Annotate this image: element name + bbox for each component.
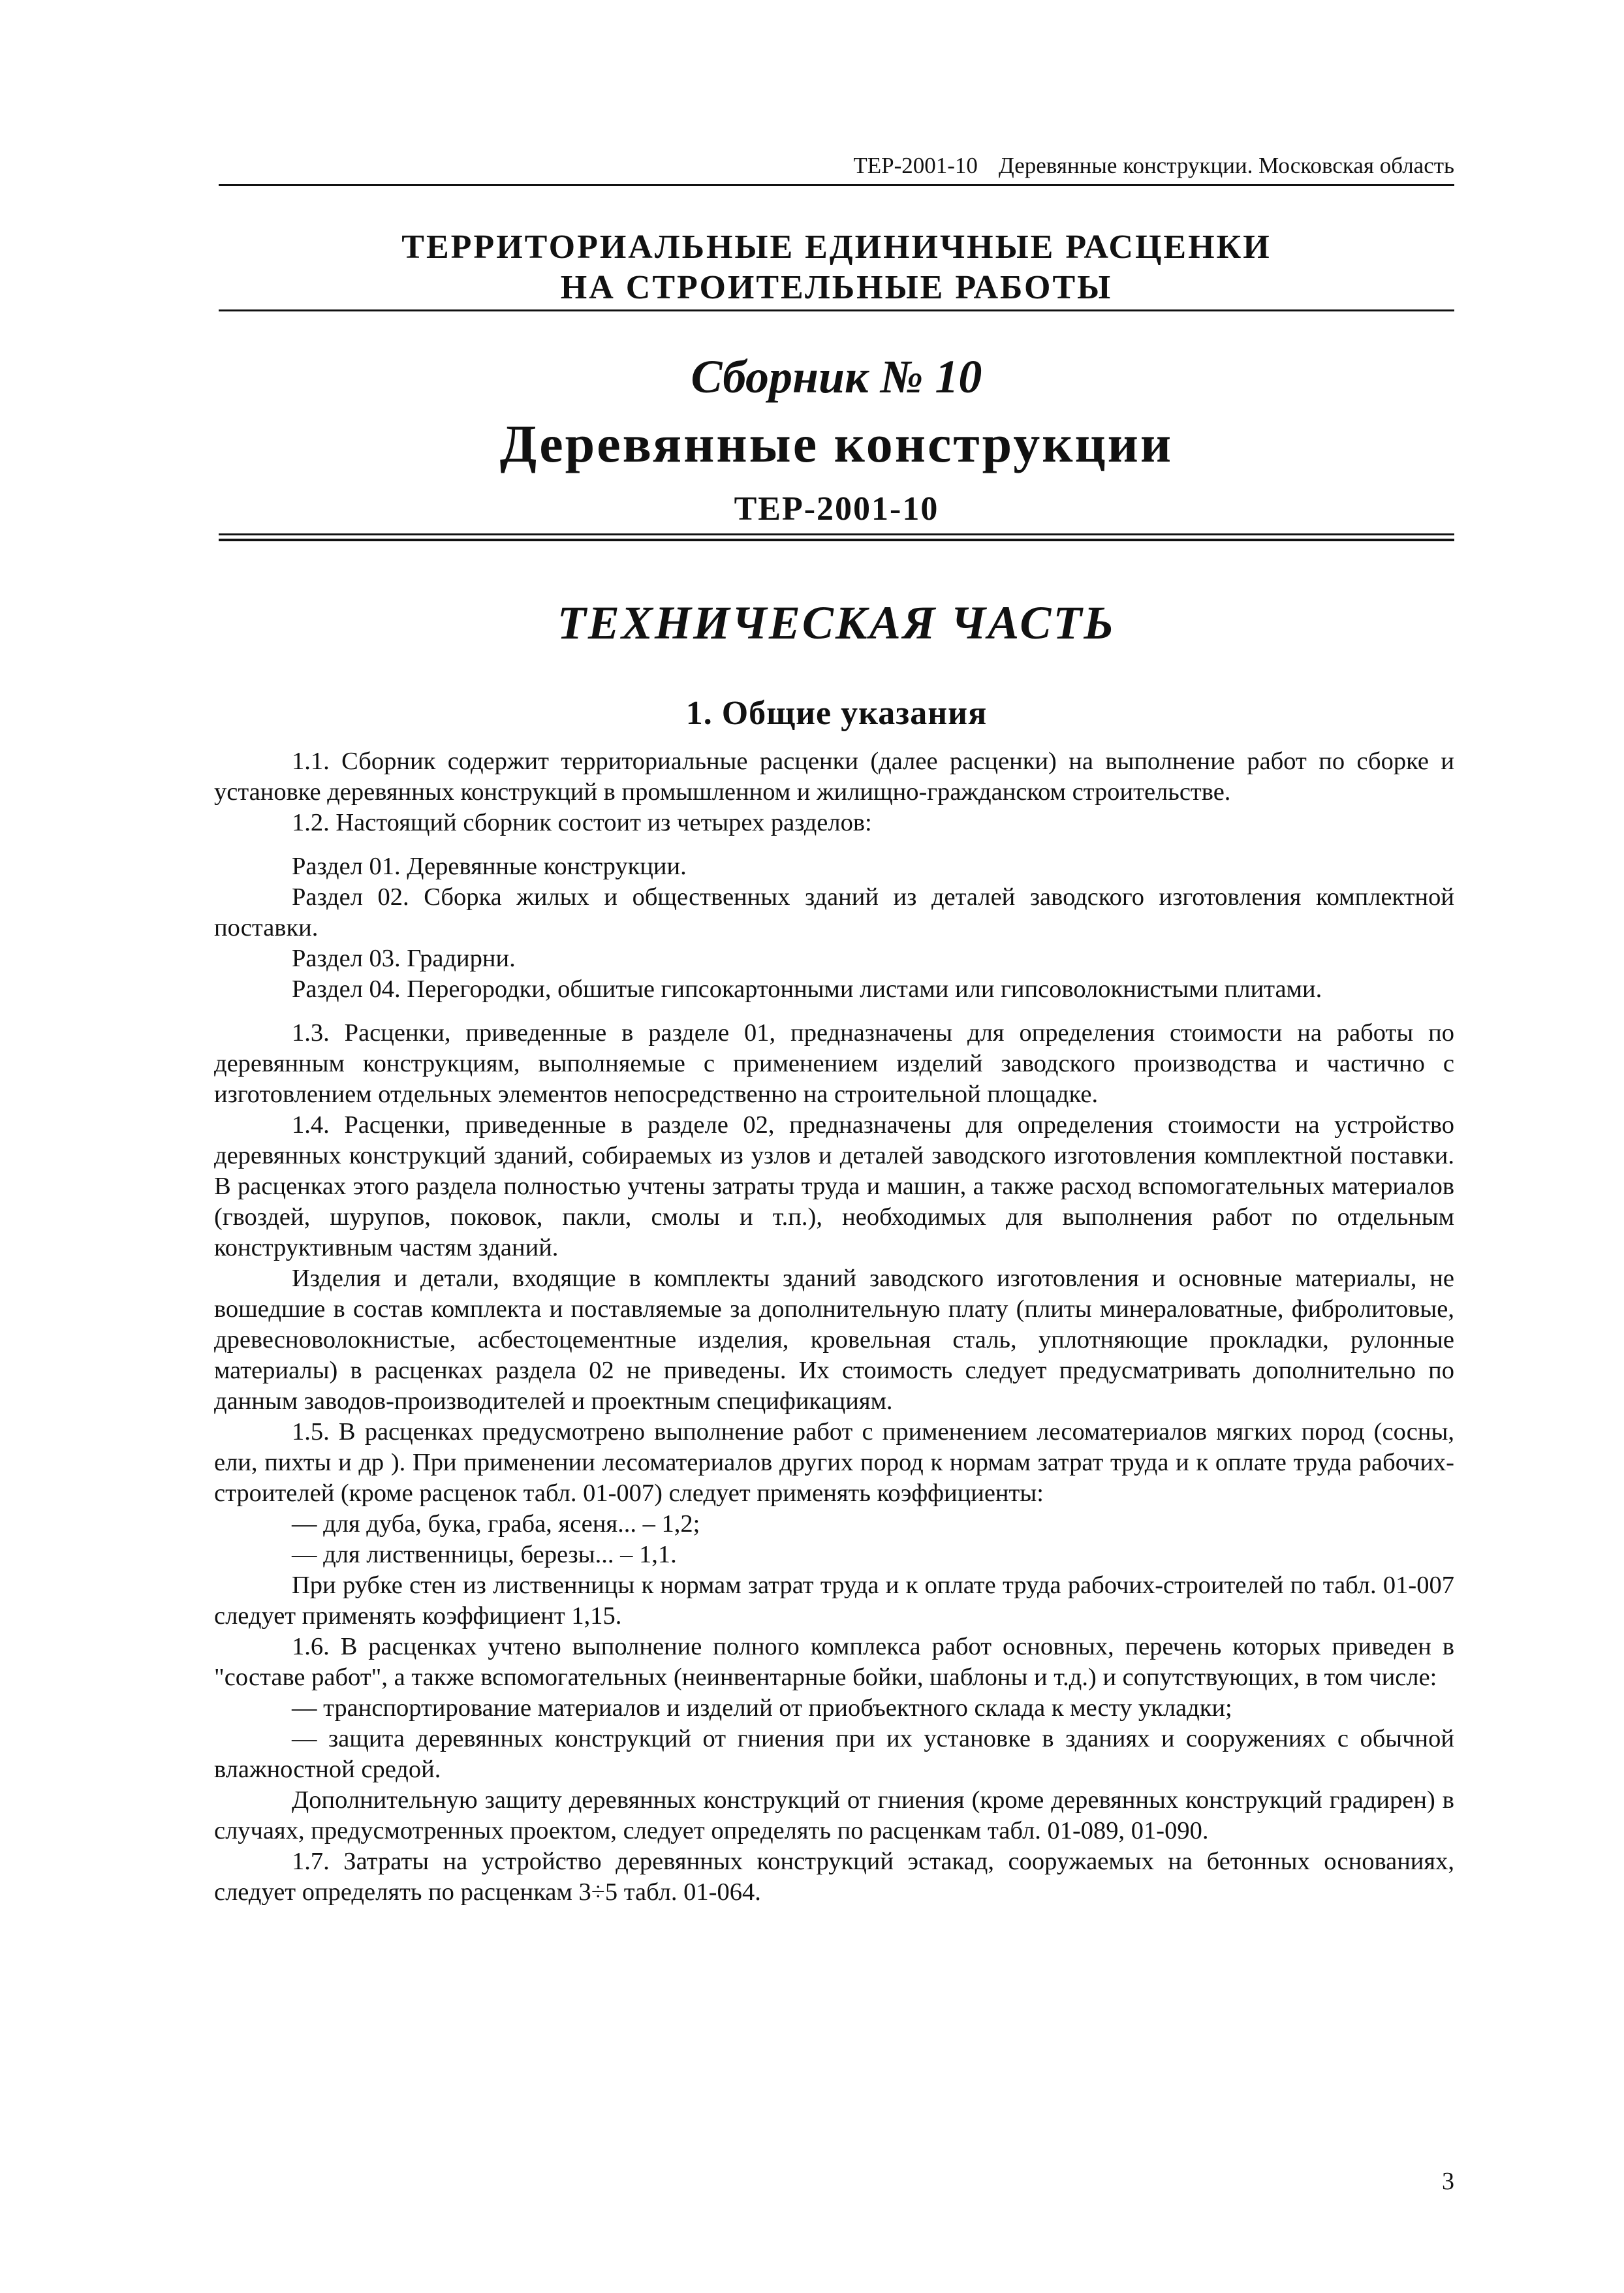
part-title: ТЕХНИЧЕСКАЯ ЧАСТЬ	[557, 597, 1116, 649]
paragraph: 1.3. Расценки, приведенные в разделе 01, предназначены для определения стоимости на работы по деревянным конструкциям, выполняемые с применением изделий заводского производства и частично с изготовлением отдельных элементов непосредственно на строительной площадке.	[214, 1019, 1454, 1108]
paragraph: Раздел 04. Перегородки, обшитые гипсокартонными листами или гипсоволокнистыми плитами.	[292, 975, 1322, 1003]
paragraph: 1.5. В расценках предусмотрено выполнение работ с применением лесоматериалов мягких пород (сосны, ели, пихты и др ). При применении лесоматериалов других пород к нормам затрат труда и к оплате труда рабочих-строителей (кроме расценок табл. 01-007) следует применять коэффициенты:	[214, 1418, 1454, 1507]
paragraph: 1.4. Расценки, приведенные в разделе 02, предназначены для определения стоимости на устройство деревянных конструкций зданий, собираемых из узлов и деталей заводского изготовления комплектной поставки. В расценках этого раздела полностью учтены затраты труда и машин, а также расход вспомогательных материалов (гвоздей, шурупов, поковок, пакли, смолы и т.п.), необходимых для выполнения работ по отдельным конструктивным частям зданий.	[214, 1111, 1454, 1261]
double-rule-bottom	[219, 539, 1454, 541]
paragraph: Раздел 03. Градирни.	[292, 945, 516, 972]
paragraph: Дополнительную защиту деревянных конструкций от гниения (кроме деревянных конструкций градирен) в случаях, предусмотренных проектом, следует определять по расценкам табл. 01-089, 01-090.	[214, 1786, 1454, 1844]
header-code: ТЕР-2001-10	[853, 153, 978, 178]
list-item: — защита деревянных конструкций от гниения при их установке в зданиях и сооружениях с обычной влажностной средой.	[214, 1725, 1454, 1783]
title-rule	[219, 309, 1454, 311]
list-item: — транспортирование материалов и изделий от приобъектного склада к месту укладки;	[292, 1694, 1232, 1722]
section-title: 1. Общие указания	[685, 695, 988, 732]
collection-name: Деревянные конструкции	[499, 414, 1174, 473]
paragraph: При рубке стен из лиственницы к нормам затрат труда и к оплате труда рабочих-строителей по табл. 01-007 следует применять коэффициент 1,15.	[214, 1572, 1454, 1630]
paragraph: 1.2. Настоящий сборник состоит из четырех разделов:	[292, 809, 872, 836]
body-text	[214, 746, 1454, 1908]
title-line-1: ТЕРРИТОРИАЛЬНЫЕ ЕДИНИЧНЫЕ РАСЦЕНКИ	[401, 229, 1272, 266]
list-item: — для дуба, бука, граба, ясеня... – 1,2;	[292, 1510, 700, 1538]
header-rule	[219, 184, 1454, 186]
double-rule-top	[219, 533, 1454, 535]
paragraph: Раздел 01. Деревянные конструкции.	[292, 853, 687, 880]
collection-code: ТЕР-2001-10	[734, 490, 939, 528]
page-number: 3	[1442, 2168, 1454, 2195]
header-text: Деревянные конструкции. Московская область	[998, 153, 1454, 178]
paragraph: 1.6. В расценках учтено выполнение полного комплекса работ основных, перечень которых приведен в "составе работ", а также вспомогательных (неинвентарные бойки, шаблоны и т.д.) и сопутствующих, в том числе:	[214, 1633, 1454, 1691]
paragraph: Раздел 02. Сборка жилых и общественных зданий из деталей заводского изготовления комплектной поставки.	[214, 883, 1454, 941]
collection-number: Сборник № 10	[691, 351, 982, 403]
paragraph: 1.7. Затраты на устройство деревянных конструкций эстакад, сооружаемых на бетонных основаниях, следует определять по расценкам 3÷5 табл. 01-064.	[214, 1848, 1454, 1906]
paragraph: 1.1. Сборник содержит территориальные расценки (далее расценки) на выполнение работ по сборке и установке деревянных конструкций в промышленном и жилищно-гражданском строительстве.	[214, 748, 1454, 806]
paragraph: Изделия и детали, входящие в комплекты зданий заводского изготовления и основные материалы, не вошедшие в состав комплекта и поставляемые за дополнительную плату (плиты минераловатные, фибролитовые, древесноволокнистые, асбестоцементные изделия, кровельная сталь, уплотняющие прокладки, рулонные материалы) в расценках раздела 02 не приведены. Их стоимость следует предусматривать дополнительно по данным заводов-производителей и проектным спецификациям.	[214, 1265, 1454, 1415]
title-line-2: НА СТРОИТЕЛЬНЫЕ РАБОТЫ	[560, 269, 1113, 306]
running-header	[222, 151, 1454, 180]
list-item: — для лиственницы, березы... – 1,1.	[292, 1541, 677, 1568]
